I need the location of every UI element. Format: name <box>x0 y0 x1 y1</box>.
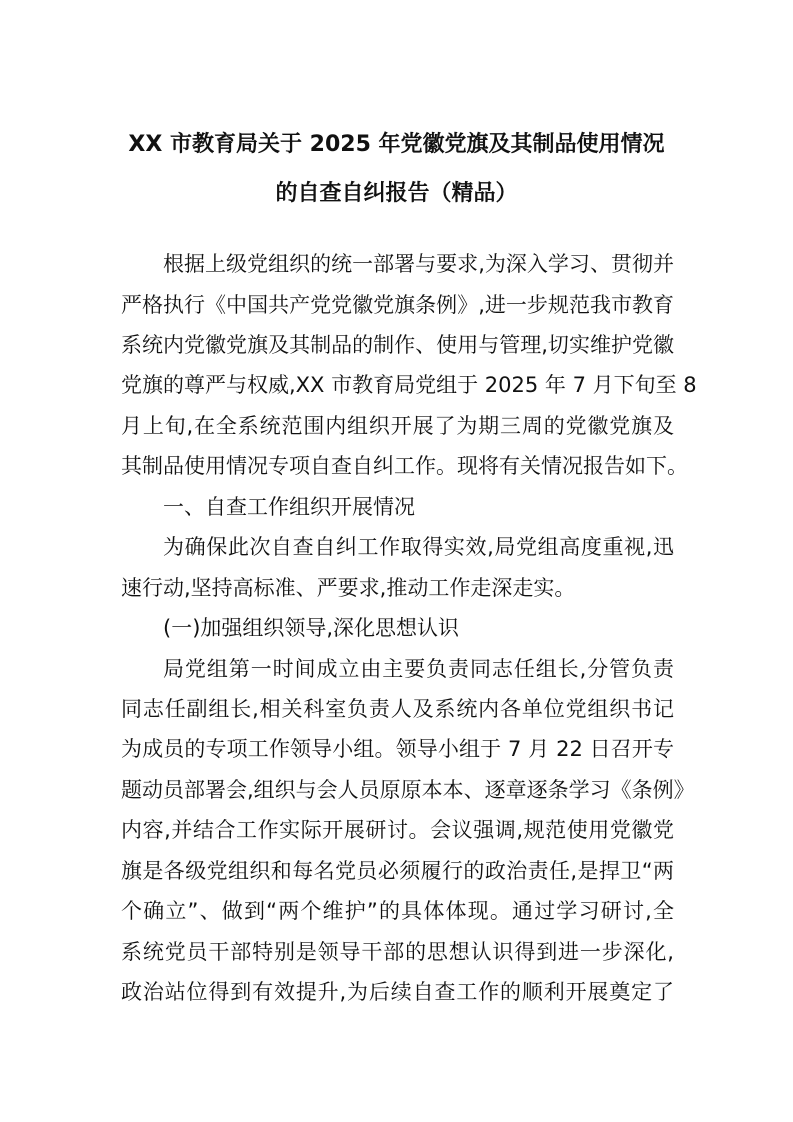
paragraph-line: 根据上级党组织的统一部署与要求,为深入学习、贯彻并 <box>163 252 674 276</box>
paragraph-line: 局党组第一时间成立由主要负责同志任组长,分管负责 <box>163 657 674 681</box>
paragraph-line: 严格执行《中国共产党党徽党旗条例》,进一步规范我市教育 <box>121 293 674 317</box>
document-title-line-1: XX 市教育局关于 2025 年党徽党旗及其制品使用情况 <box>128 132 665 157</box>
paragraph-line: 政治站位得到有效提升,为后续自查工作的顺利开展奠定了 <box>121 980 674 1004</box>
paragraph-line: 题动员部署会,组织与会人员原原本本、逐章逐条学习《条例》 <box>121 778 695 802</box>
paragraph-line: 为成员的专项工作领导小组。领导小组于 7 月 22 日召开专 <box>121 737 674 761</box>
section-heading: 一、自查工作组织开展情况 <box>163 495 415 519</box>
subsection-heading: (一)加强组织领导,深化思想认识 <box>163 616 460 640</box>
document-title-line-2: 的自查自纠报告（精品） <box>275 181 518 206</box>
paragraph-line: 系统党员干部特别是领导干部的思想认识得到进一步深化, <box>121 940 674 964</box>
paragraph-line: 其制品使用情况专项自查自纠工作。现将有关情况报告如下。 <box>121 454 688 478</box>
paragraph-line: 月上旬,在全系统范围内组织开展了为期三周的党徽党旗及 <box>121 414 674 438</box>
paragraph-line: 个确立”、做到“两个维护”的具体体现。通过学习研讨,全 <box>121 899 674 923</box>
paragraph-line: 速行动,坚持高标准、严要求,推动工作走深走实。 <box>121 576 576 600</box>
paragraph-line: 旗是各级党组织和每名党员必须履行的政治责任,是捍卫“两 <box>121 859 674 883</box>
paragraph-line: 同志任副组长,相关科室负责人及系统内各单位党组织书记 <box>121 697 674 721</box>
paragraph-line: 内容,并结合工作实际开展研讨。会议强调,规范使用党徽党 <box>121 818 674 842</box>
paragraph-line: 系统内党徽党旗及其制品的制作、使用与管理,切实维护党徽 <box>121 333 674 357</box>
paragraph-line: 党旗的尊严与权威,XX 市教育局党组于 2025 年 7 月下旬至 8 <box>121 373 697 397</box>
paragraph-line: 为确保此次自查自纠工作取得实效,局党组高度重视,迅 <box>163 535 674 559</box>
